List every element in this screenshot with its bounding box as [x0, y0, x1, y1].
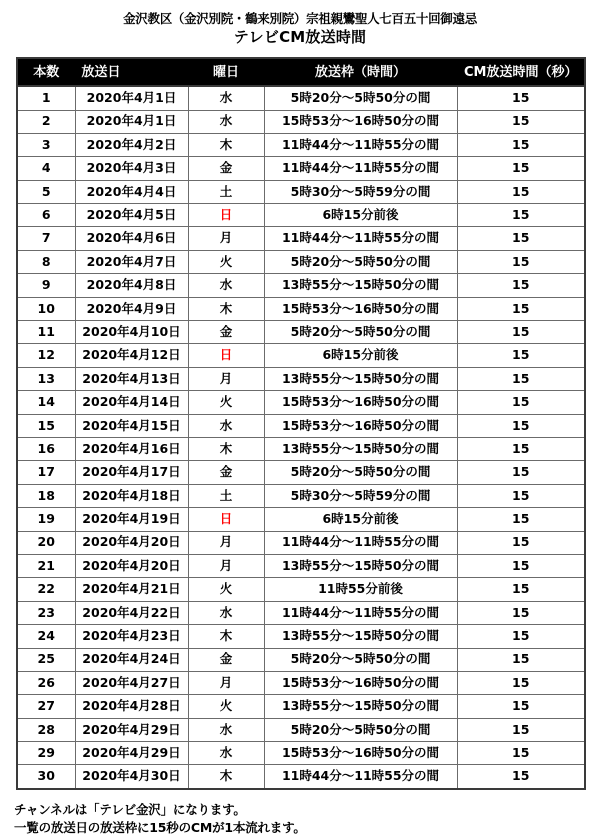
- cell-count: 24: [17, 625, 75, 648]
- cell-time-slot: 6時15分前後: [264, 508, 457, 531]
- cell-count: 22: [17, 578, 75, 601]
- cell-broadcast-date: 2020年4月13日: [75, 367, 188, 390]
- table-row: [17, 321, 585, 344]
- cell-broadcast-date: 2020年4月17日: [75, 461, 188, 484]
- cell-broadcast-date: 2020年4月7日: [75, 250, 188, 273]
- cell-time-slot: 5時20分〜5時50分の間: [264, 250, 457, 273]
- cell-broadcast-date: 2020年4月16日: [75, 437, 188, 460]
- cell-time-slot: 11時44分〜11時55分の間: [264, 157, 457, 180]
- cell-broadcast-date: 2020年4月24日: [75, 648, 188, 671]
- table-row: [17, 437, 585, 460]
- cell-count: 14: [17, 391, 75, 414]
- cell-time-slot: 6時15分前後: [264, 204, 457, 227]
- cell-day-of-week: 月: [188, 531, 264, 554]
- cell-day-of-week: 水: [188, 414, 264, 437]
- cell-time-slot: 15時53分〜16時50分の間: [264, 297, 457, 320]
- table-row: [17, 367, 585, 390]
- cell-time-slot: 11時44分〜11時55分の間: [264, 601, 457, 624]
- cell-day-of-week: 火: [188, 250, 264, 273]
- table-row: [17, 531, 585, 554]
- table-header: [17, 58, 585, 86]
- cell-time-slot: 15時53分〜16時50分の間: [264, 671, 457, 694]
- cell-broadcast-date: 2020年4月30日: [75, 765, 188, 789]
- cell-count: 25: [17, 648, 75, 671]
- cell-count: 19: [17, 508, 75, 531]
- cell-day-of-week: 火: [188, 391, 264, 414]
- cell-cm-duration: 15: [457, 344, 585, 367]
- cell-time-slot: 5時20分〜5時50分の間: [264, 648, 457, 671]
- cell-time-slot: 15時53分〜16時50分の間: [264, 414, 457, 437]
- cell-day-of-week: 金: [188, 461, 264, 484]
- cell-count: 2: [17, 110, 75, 133]
- cell-time-slot: 5時30分〜5時59分の間: [264, 484, 457, 507]
- table-row: [17, 742, 585, 765]
- cell-cm-duration: 15: [457, 180, 585, 203]
- table-row: [17, 695, 585, 718]
- cell-cm-duration: 15: [457, 648, 585, 671]
- cell-day-of-week: 月: [188, 227, 264, 250]
- table-row: [17, 86, 585, 110]
- cell-count: 8: [17, 250, 75, 273]
- table-row: [17, 461, 585, 484]
- cell-count: 30: [17, 765, 75, 789]
- column-header-cm-duration: CM放送時間（秒）: [457, 58, 585, 86]
- cell-day-of-week: 木: [188, 625, 264, 648]
- table-row: [17, 414, 585, 437]
- table-row: [17, 274, 585, 297]
- cell-time-slot: 11時44分〜11時55分の間: [264, 765, 457, 789]
- cell-cm-duration: 15: [457, 250, 585, 273]
- table-row: [17, 133, 585, 156]
- cell-cm-duration: 15: [457, 367, 585, 390]
- cell-broadcast-date: 2020年4月1日: [75, 86, 188, 110]
- cell-cm-duration: 15: [457, 414, 585, 437]
- cell-count: 18: [17, 484, 75, 507]
- cell-broadcast-date: 2020年4月29日: [75, 742, 188, 765]
- cell-count: 1: [17, 86, 75, 110]
- cell-time-slot: 11時55分前後: [264, 578, 457, 601]
- table-row: [17, 297, 585, 320]
- cell-count: 17: [17, 461, 75, 484]
- table-row: [17, 554, 585, 577]
- cell-count: 20: [17, 531, 75, 554]
- cell-time-slot: 5時20分〜5時50分の間: [264, 321, 457, 344]
- cell-cm-duration: 15: [457, 157, 585, 180]
- cell-count: 21: [17, 554, 75, 577]
- cell-day-of-week: 木: [188, 133, 264, 156]
- cell-broadcast-date: 2020年4月15日: [75, 414, 188, 437]
- table-row: [17, 578, 585, 601]
- column-header-time-slot: 放送枠（時間）: [264, 58, 457, 86]
- cell-broadcast-date: 2020年4月14日: [75, 391, 188, 414]
- document-title-sub: テレビCM放送時間: [233, 27, 367, 46]
- table-row: [17, 625, 585, 648]
- cell-broadcast-date: 2020年4月22日: [75, 601, 188, 624]
- cell-count: 10: [17, 297, 75, 320]
- cell-time-slot: 11時44分〜11時55分の間: [264, 133, 457, 156]
- cell-cm-duration: 15: [457, 321, 585, 344]
- cell-cm-duration: 15: [457, 742, 585, 765]
- cell-cm-duration: 15: [457, 110, 585, 133]
- cell-time-slot: 15時53分〜16時50分の間: [264, 742, 457, 765]
- footer-note-line: 一覧の放送日の放送枠に15秒のCMが1本流れます。: [14, 819, 306, 835]
- table-row: [17, 204, 585, 227]
- cell-count: 6: [17, 204, 75, 227]
- cell-day-of-week: 水: [188, 86, 264, 110]
- cell-count: 3: [17, 133, 75, 156]
- cell-day-of-week: 木: [188, 765, 264, 789]
- cell-day-of-week: 月: [188, 554, 264, 577]
- cell-time-slot: 5時20分〜5時50分の間: [264, 86, 457, 110]
- cell-broadcast-date: 2020年4月1日: [75, 110, 188, 133]
- cell-cm-duration: 15: [457, 578, 585, 601]
- cell-day-of-week: 月: [188, 671, 264, 694]
- cell-broadcast-date: 2020年4月5日: [75, 204, 188, 227]
- cell-broadcast-date: 2020年4月10日: [75, 321, 188, 344]
- cell-day-of-week: 土: [188, 180, 264, 203]
- cell-cm-duration: 15: [457, 274, 585, 297]
- cell-broadcast-date: 2020年4月27日: [75, 671, 188, 694]
- cell-count: 16: [17, 437, 75, 460]
- cell-time-slot: 15時53分〜16時50分の間: [264, 391, 457, 414]
- cell-count: 26: [17, 671, 75, 694]
- cell-day-of-week: 木: [188, 297, 264, 320]
- cell-time-slot: 13時55分〜15時50分の間: [264, 274, 457, 297]
- cell-time-slot: 11時44分〜11時55分の間: [264, 227, 457, 250]
- cell-count: 7: [17, 227, 75, 250]
- cell-count: 12: [17, 344, 75, 367]
- cell-day-of-week: 水: [188, 274, 264, 297]
- cell-broadcast-date: 2020年4月3日: [75, 157, 188, 180]
- cell-cm-duration: 15: [457, 601, 585, 624]
- cell-time-slot: 5時30分〜5時59分の間: [264, 180, 457, 203]
- cell-broadcast-date: 2020年4月23日: [75, 625, 188, 648]
- cell-day-of-week: 火: [188, 695, 264, 718]
- cell-broadcast-date: 2020年4月18日: [75, 484, 188, 507]
- table-row: [17, 601, 585, 624]
- cell-cm-duration: 15: [457, 695, 585, 718]
- cell-time-slot: 13時55分〜15時50分の間: [264, 554, 457, 577]
- schedule-table-container: [16, 57, 584, 790]
- cell-day-of-week: 日: [188, 344, 264, 367]
- column-header-day-of-week: 曜日: [188, 58, 264, 86]
- cell-cm-duration: 15: [457, 297, 585, 320]
- table-row: [17, 648, 585, 671]
- cell-day-of-week: 土: [188, 484, 264, 507]
- cell-broadcast-date: 2020年4月19日: [75, 508, 188, 531]
- cell-day-of-week: 水: [188, 742, 264, 765]
- cell-count: 9: [17, 274, 75, 297]
- cell-cm-duration: 15: [457, 484, 585, 507]
- cell-count: 29: [17, 742, 75, 765]
- cell-count: 13: [17, 367, 75, 390]
- cell-cm-duration: 15: [457, 508, 585, 531]
- cell-broadcast-date: 2020年4月20日: [75, 554, 188, 577]
- table-row: [17, 671, 585, 694]
- table-row: [17, 180, 585, 203]
- document-title-block: [0, 0, 600, 47]
- cell-cm-duration: 15: [457, 86, 585, 110]
- table-row: [17, 227, 585, 250]
- cell-count: 5: [17, 180, 75, 203]
- cell-time-slot: 5時20分〜5時50分の間: [264, 718, 457, 741]
- cell-broadcast-date: 2020年4月9日: [75, 297, 188, 320]
- document-title-main: 金沢教区（金沢別院・鶴来別院）宗祖親鸞聖人七百五十回御遠忌: [123, 11, 477, 26]
- table-body: [17, 86, 585, 789]
- table-row: [17, 344, 585, 367]
- cell-day-of-week: 木: [188, 437, 264, 460]
- cell-time-slot: 11時44分〜11時55分の間: [264, 531, 457, 554]
- footer-note-line: チャンネルは「テレビ金沢」になります。: [14, 801, 246, 817]
- cell-broadcast-date: 2020年4月20日: [75, 531, 188, 554]
- cell-broadcast-date: 2020年4月6日: [75, 227, 188, 250]
- cell-day-of-week: 火: [188, 578, 264, 601]
- table-row: [17, 110, 585, 133]
- cell-time-slot: 15時53分〜16時50分の間: [264, 110, 457, 133]
- cell-broadcast-date: 2020年4月12日: [75, 344, 188, 367]
- cell-cm-duration: 15: [457, 718, 585, 741]
- cell-broadcast-date: 2020年4月8日: [75, 274, 188, 297]
- cell-count: 27: [17, 695, 75, 718]
- cell-day-of-week: 水: [188, 601, 264, 624]
- cell-time-slot: 13時55分〜15時50分の間: [264, 437, 457, 460]
- cell-cm-duration: 15: [457, 554, 585, 577]
- table-row: [17, 765, 585, 789]
- cell-time-slot: 6時15分前後: [264, 344, 457, 367]
- cell-cm-duration: 15: [457, 133, 585, 156]
- cell-day-of-week: 水: [188, 718, 264, 741]
- cell-cm-duration: 15: [457, 625, 585, 648]
- cell-time-slot: 13時55分〜15時50分の間: [264, 367, 457, 390]
- table-header-row: [17, 58, 585, 86]
- cell-cm-duration: 15: [457, 765, 585, 789]
- cell-cm-duration: 15: [457, 437, 585, 460]
- cell-broadcast-date: 2020年4月28日: [75, 695, 188, 718]
- column-header-broadcast-date: 放送日: [75, 58, 188, 86]
- cell-cm-duration: 15: [457, 227, 585, 250]
- cell-broadcast-date: 2020年4月29日: [75, 718, 188, 741]
- table-row: [17, 391, 585, 414]
- cell-cm-duration: 15: [457, 531, 585, 554]
- cell-time-slot: 13時55分〜15時50分の間: [264, 695, 457, 718]
- cell-day-of-week: 金: [188, 648, 264, 671]
- cell-cm-duration: 15: [457, 204, 585, 227]
- cell-broadcast-date: 2020年4月4日: [75, 180, 188, 203]
- table-row: [17, 718, 585, 741]
- cell-day-of-week: 日: [188, 204, 264, 227]
- cell-count: 15: [17, 414, 75, 437]
- cell-count: 23: [17, 601, 75, 624]
- cell-cm-duration: 15: [457, 671, 585, 694]
- table-row: [17, 508, 585, 531]
- cell-cm-duration: 15: [457, 461, 585, 484]
- table-row: [17, 157, 585, 180]
- column-header-count: 本数: [17, 58, 75, 86]
- cell-day-of-week: 水: [188, 110, 264, 133]
- broadcast-schedule-table: [16, 57, 586, 790]
- cell-time-slot: 5時20分〜5時50分の間: [264, 461, 457, 484]
- cell-day-of-week: 金: [188, 321, 264, 344]
- cell-cm-duration: 15: [457, 391, 585, 414]
- cell-day-of-week: 金: [188, 157, 264, 180]
- cell-count: 11: [17, 321, 75, 344]
- cell-day-of-week: 月: [188, 367, 264, 390]
- cell-count: 4: [17, 157, 75, 180]
- table-row: [17, 484, 585, 507]
- cell-time-slot: 13時55分〜15時50分の間: [264, 625, 457, 648]
- cell-broadcast-date: 2020年4月21日: [75, 578, 188, 601]
- cell-day-of-week: 日: [188, 508, 264, 531]
- cell-broadcast-date: 2020年4月2日: [75, 133, 188, 156]
- cell-count: 28: [17, 718, 75, 741]
- table-row: [17, 250, 585, 273]
